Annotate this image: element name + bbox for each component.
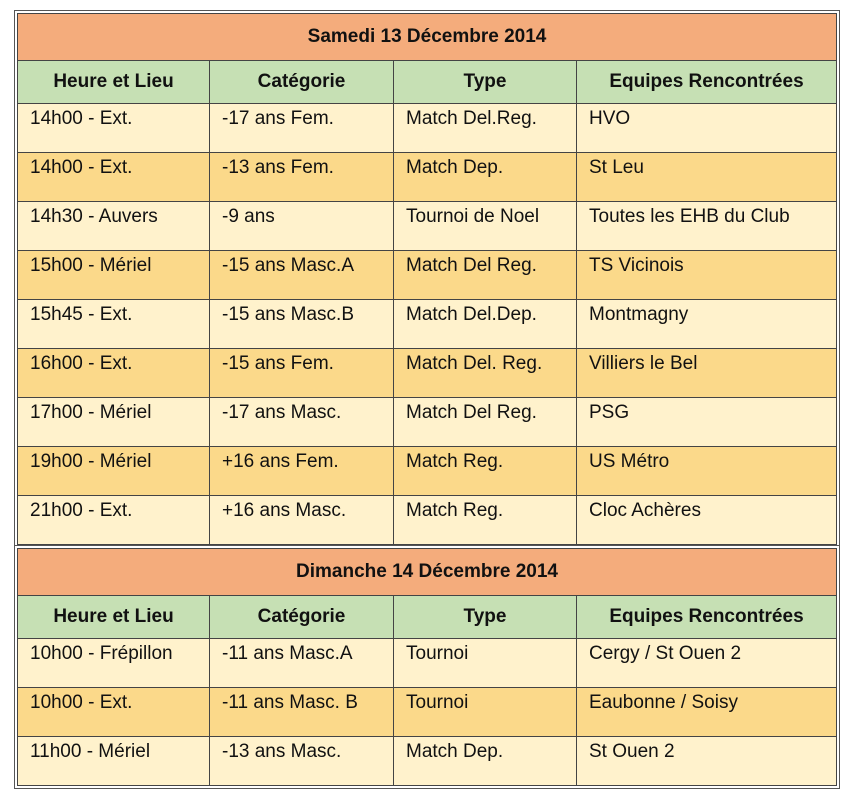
cell-type: Match Del.Reg. [394, 104, 577, 153]
schedule-title: Samedi 13 Décembre 2014 [18, 14, 837, 61]
cell-teams: Villiers le Bel [577, 349, 837, 398]
cell-category: -11 ans Masc.A [210, 639, 394, 688]
column-header-category: Catégorie [210, 596, 394, 639]
cell-teams: TS Vicinois [577, 251, 837, 300]
table-row [18, 447, 837, 496]
table-row [18, 153, 837, 202]
table-row [18, 398, 837, 447]
cell-type: Match Del. Reg. [394, 349, 577, 398]
schedule-sunday [14, 545, 840, 789]
table-row [18, 737, 837, 786]
cell-time-place: 14h00 - Ext. [18, 153, 210, 202]
cell-time-place: 16h00 - Ext. [18, 349, 210, 398]
cell-time-place: 21h00 - Ext. [18, 496, 210, 545]
table-row [18, 202, 837, 251]
cell-type: Match Del.Dep. [394, 300, 577, 349]
cell-time-place: 14h30 - Auvers [18, 202, 210, 251]
cell-time-place: 15h45 - Ext. [18, 300, 210, 349]
cell-time-place: 10h00 - Frépillon [18, 639, 210, 688]
column-header-time-place: Heure et Lieu [18, 61, 210, 104]
cell-category: -17 ans Fem. [210, 104, 394, 153]
table-row [18, 496, 837, 545]
schedule-table [17, 13, 837, 545]
cell-category: +16 ans Masc. [210, 496, 394, 545]
cell-category: -15 ans Fem. [210, 349, 394, 398]
cell-category: -17 ans Masc. [210, 398, 394, 447]
cell-teams: Cergy / St Ouen 2 [577, 639, 837, 688]
cell-teams: Toutes les EHB du Club [577, 202, 837, 251]
cell-type: Match Reg. [394, 447, 577, 496]
table-row [18, 104, 837, 153]
cell-category: -15 ans Masc.B [210, 300, 394, 349]
cell-teams: HVO [577, 104, 837, 153]
cell-type: Match Reg. [394, 496, 577, 545]
column-header-category: Catégorie [210, 61, 394, 104]
cell-type: Tournoi de Noel [394, 202, 577, 251]
schedule-table [17, 548, 837, 786]
cell-time-place: 19h00 - Mériel [18, 447, 210, 496]
cell-category: -13 ans Masc. [210, 737, 394, 786]
cell-teams: St Leu [577, 153, 837, 202]
cell-category: -11 ans Masc. B [210, 688, 394, 737]
cell-type: Tournoi [394, 688, 577, 737]
cell-category: -13 ans Fem. [210, 153, 394, 202]
cell-teams: Montmagny [577, 300, 837, 349]
cell-time-place: 11h00 - Mériel [18, 737, 210, 786]
cell-type: Tournoi [394, 639, 577, 688]
cell-type: Match Del Reg. [394, 251, 577, 300]
column-header-type: Type [394, 61, 577, 104]
column-header-teams: Equipes Rencontrées [577, 596, 837, 639]
cell-time-place: 15h00 - Mériel [18, 251, 210, 300]
cell-type: Match Dep. [394, 737, 577, 786]
cell-teams: St Ouen 2 [577, 737, 837, 786]
cell-category: +16 ans Fem. [210, 447, 394, 496]
cell-teams: Eaubonne / Soisy [577, 688, 837, 737]
cell-category: -9 ans [210, 202, 394, 251]
column-header-teams: Equipes Rencontrées [577, 61, 837, 104]
table-row [18, 349, 837, 398]
cell-teams: PSG [577, 398, 837, 447]
table-row [18, 639, 837, 688]
cell-teams: Cloc Achères [577, 496, 837, 545]
column-header-type: Type [394, 596, 577, 639]
cell-type: Match Del Reg. [394, 398, 577, 447]
cell-time-place: 10h00 - Ext. [18, 688, 210, 737]
cell-teams: US Métro [577, 447, 837, 496]
cell-time-place: 17h00 - Mériel [18, 398, 210, 447]
table-row [18, 251, 837, 300]
column-header-time-place: Heure et Lieu [18, 596, 210, 639]
schedule-title: Dimanche 14 Décembre 2014 [18, 549, 837, 596]
cell-time-place: 14h00 - Ext. [18, 104, 210, 153]
cell-category: -15 ans Masc.A [210, 251, 394, 300]
table-row [18, 688, 837, 737]
table-row [18, 300, 837, 349]
cell-type: Match Dep. [394, 153, 577, 202]
schedule-saturday [14, 10, 840, 548]
